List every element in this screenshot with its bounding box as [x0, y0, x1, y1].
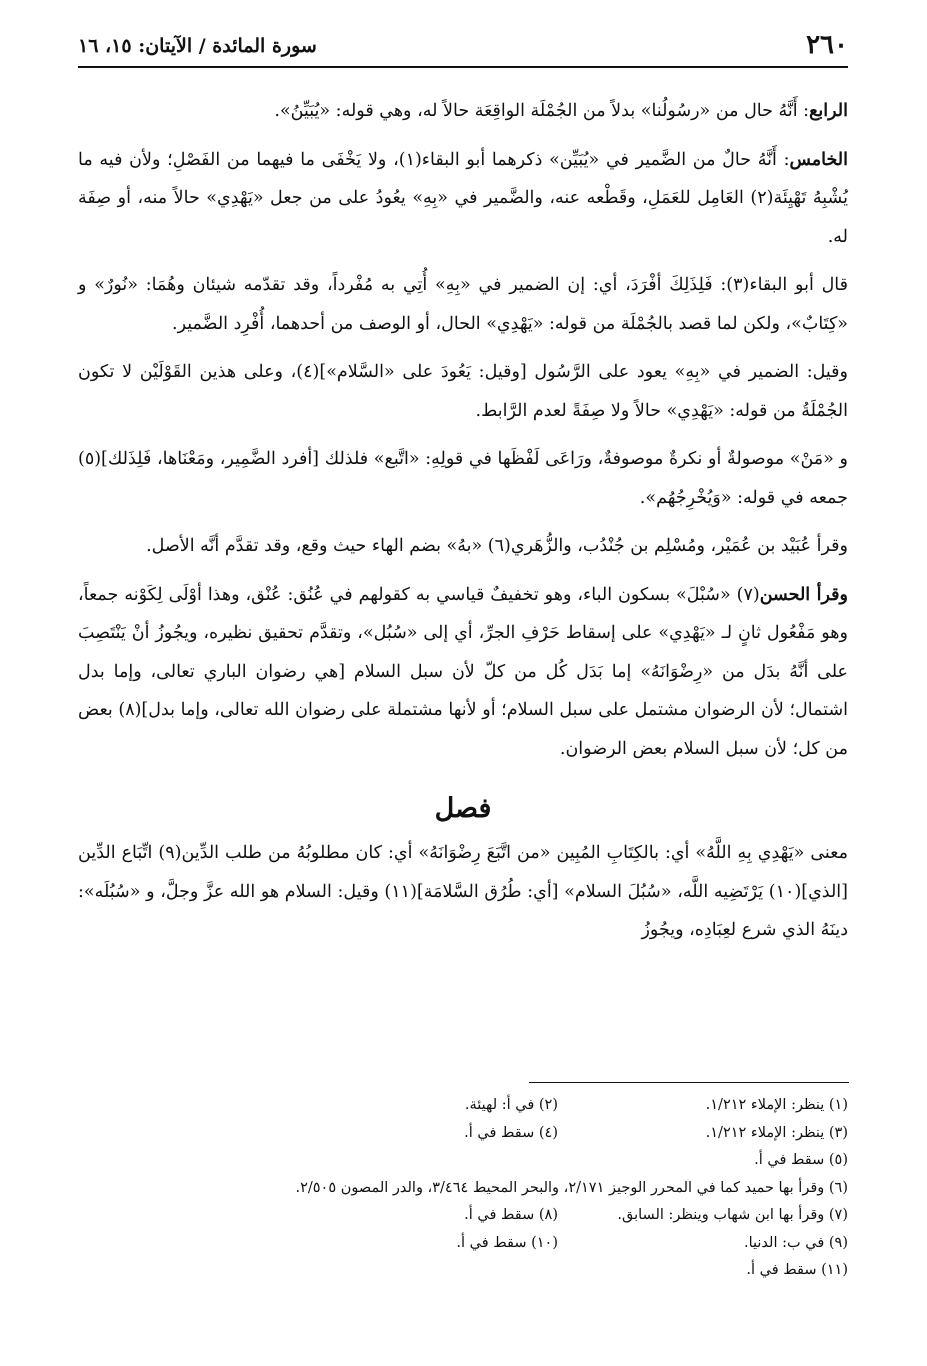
page-header — [78, 26, 848, 68]
paragraph — [78, 353, 848, 430]
footnote-row — [78, 1092, 848, 1120]
footnotes — [78, 1092, 848, 1285]
paragraph-text: وقرأ عُبَيْد بن عُمَيْر، ومُسْلِم بن جُنْدُب، والزُّهَري(٦) «بهُ» بضم الهاء حيث وقع، وقد تقدَّم أنَّه الأصل. — [146, 536, 848, 556]
section-title: فصل — [434, 793, 492, 824]
paragraph-lead: الخامس — [789, 149, 848, 170]
footnote: (٦) وقرأ بها حميد كما في المحرر الوجيز ٢/١٧١، والبحر المحيط ٣/٤٦٤، والدر المصون ٢/٥٠٥. — [295, 1179, 848, 1196]
paragraph-text: وقيل: الضمير في «بِهِ» يعود على الرَّسُول [وقيل: يَعُودَ على «السَّلام»](٤)، وعلى هذين القَوْلَيْن لا تكون الجُمْلَةُ من قوله: «يَهْدِي» حالاً ولا صِفَةً لعدم الرَّابط. — [78, 362, 848, 421]
footnote: (١٠) سقط في أ. — [456, 1234, 558, 1251]
paragraph-text: : أَنَّهُ حال من «رسُولُنا» بدلاً من الجُمْلَة الواقِعَة حالاً له، وهي قوله: «يُبَيِّنُ». — [274, 101, 810, 121]
paragraph-lead: الرابع — [809, 101, 848, 121]
footnote: (٩) في ب: الدنيا. — [743, 1234, 848, 1251]
page-number: ٢٦٠ — [806, 30, 848, 60]
footnote-row — [78, 1202, 848, 1230]
footnote-separator — [529, 1082, 849, 1083]
footnote: (٤) سقط في أ. — [464, 1124, 558, 1141]
footnote-row — [78, 1120, 848, 1148]
paragraph — [78, 527, 848, 566]
paragraph-lead: وقرأ الحسن — [759, 584, 848, 605]
paragraph-text: : أَنَّهُ حالٌ من الضَّمير في «يُبَيِّن» ذكرهما أبو البقاء(١)، ولا يَخْفَى ما فيهما من الفَصْلِ؛ ولأن فيه ما يُشْبِهُ تَهْيِئَة(٢) العَامِل للعَمَلِ، وقَطْعه عنه، والضَّمير في «بِهِ» يعُودُ على من جعل «يَهْدِي» حالاً منه، أو صِفَة له. — [78, 149, 848, 247]
footnote: (١١) سقط في أ. — [746, 1262, 848, 1278]
paragraph — [78, 92, 848, 131]
paragraph — [78, 440, 848, 517]
footnote-row — [78, 1230, 848, 1258]
footnote: (٥) سقط في أ. — [754, 1152, 848, 1168]
body-text — [78, 92, 848, 960]
section-paragraph: معنى «يَهْدِي بِهِ اللَّهُ» أي: بالكِتَابِ المُبِين «من اتَّبَعَ رِضْوَانَهُ» أي: كان مطلوبُهُ من طلب الدِّين(٩) اتِّبَاع الدِّين [الذي](١٠) يَرْتَضِيه اللَّه، «سُبُلَ السلام» [أي: طُرُق السَّلامَة](١١) وقيل: السلام هو الله عزَّ وجلَّ، و «سُبُلَه»: دينَهُ الذي شرع لعِبَادِه، ويجُوزُ — [78, 843, 849, 940]
running-title: سورة المائدة / الآيتان: ١٥، ١٦ — [78, 35, 317, 57]
paragraph — [78, 576, 848, 769]
footnote: (٢) في أ: لهيئة. — [464, 1097, 558, 1113]
paragraph-text: (٧) «سُبْلَ» بسكون الباء، وهو تخفيفٌ قياسي به كقولهم في عُنُق: عُنْق، وهذا أوْلَى لِكَوْنه جمعاً، وهو مَفْعُول ثانٍ لـ «يَهْدِي» على إسقاط حَرْفِ الجرِّ، أي إلى «سُبُل»، وتقدَّم تحقيق نظيره، ويجُوزُ أنْ يَنْتَصِبَ على أنَّهُ بدَل من «رِضْوَانَهُ» إما بَدَل كُل من كلّ لأن سبل السلام [هي رضوان الباري تعالى، وإما بدل اشتمال؛ لأن الرضوان مشتمل على سبل السلام؛ أو لأنها مشتملة على رضوان الله تعالى، وإما بدل](٨) بعض من كل؛ لأن سبل السلام بعض الرضوان. — [78, 584, 849, 759]
footnote: (٣) ينظر: الإملاء ١/٢١٢. — [705, 1124, 848, 1141]
footnote: (٧) وقرأ بها ابن شهاب وينظر: السابق. — [617, 1207, 848, 1223]
paragraph — [78, 141, 848, 257]
paragraph — [78, 266, 848, 343]
footnote: (١) ينظر: الإملاء ١/٢١٢. — [705, 1097, 848, 1113]
paragraph-text: و «مَنْ» موصولةٌ أو نكرةٌ موصوفةٌ، ورَاعَى لَفْظَها في قولِهِ: «اتَّبع» فلذلك [أفرد الضَّمِير، ومَعْنَاها، فَلِذَلك](٥) جمعه في قوله: «وَيُخْرِجُهُم». — [78, 449, 848, 508]
paragraph-text: قال أبو البقاء(٣): فَلِذَلِكَ أفْرَدَ، أي: إن الضمير في «بِهِ» أُتِي به مُفْرداً، وقد تقدّمه شيئان وهُمَا: «نُورٌ» و «كِتَابٌ»، ولكن لما قصد بالجُمْلَة من قوله: «يَهْدِي» الحال، أو الوصف من أحدهما، أُفْرِد الضَّمير. — [78, 275, 848, 334]
footnote: (٨) سقط في أ. — [464, 1207, 558, 1223]
